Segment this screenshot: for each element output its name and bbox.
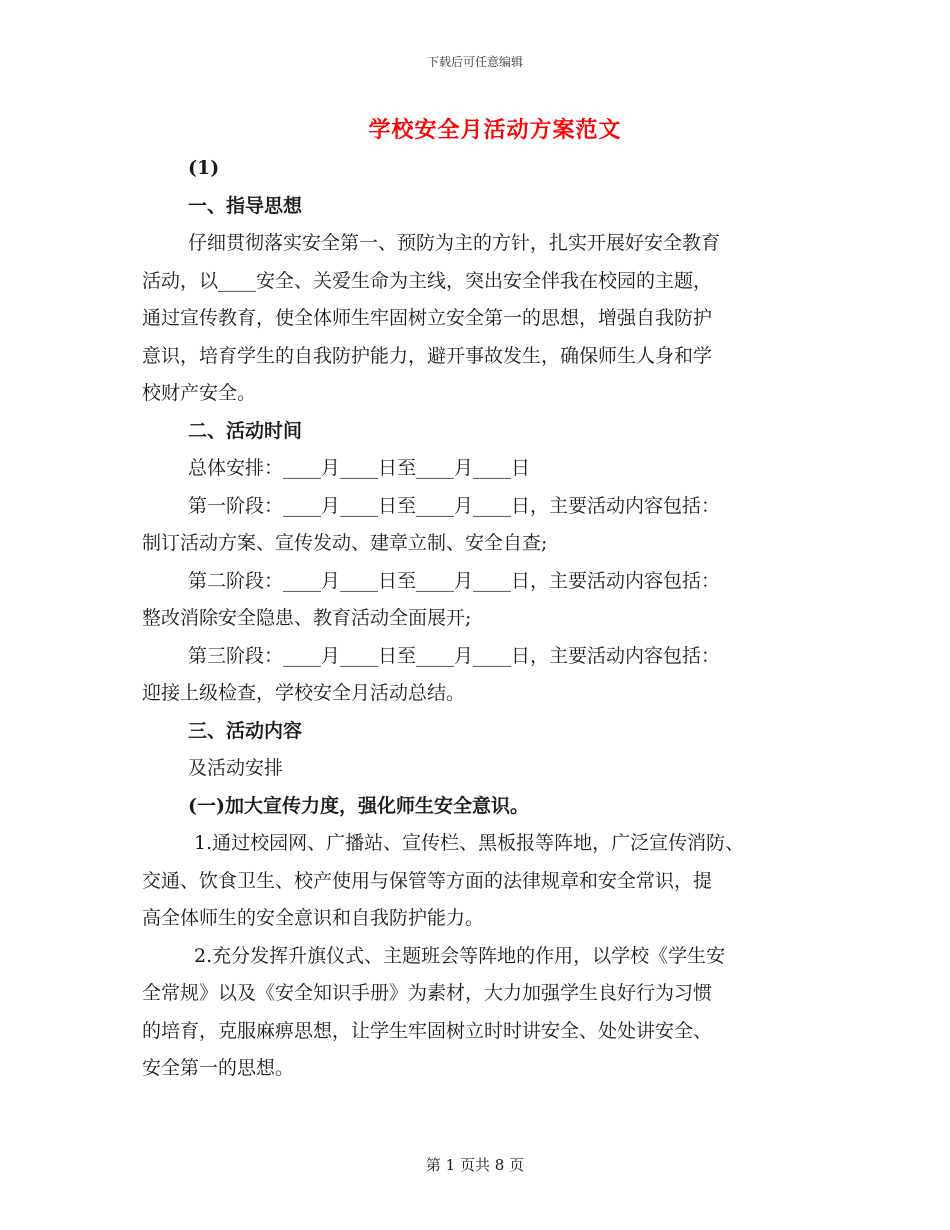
text-line: 总体安排：____月____日至____月____日: [188, 457, 531, 479]
text-line: 仔细贯彻落实安全第一、预防为主的方针，扎实开展好安全教育: [188, 232, 721, 254]
text-line: 一、指导思想: [188, 194, 303, 217]
text-line: 全常规》以及《安全知识手册》为素材，大力加强学生良好行为习惯: [142, 982, 713, 1004]
text-line: (一)加大宣传力度，强化师生安全意识。: [188, 794, 529, 817]
text-line: 三、活动内容: [188, 719, 303, 742]
text-line: 的培育，克服麻痹思想，让学生牢固树立时时讲安全、处处讲安全、: [142, 1019, 713, 1042]
text-line: 整改消除安全隐患、教育活动全面展开;: [142, 607, 472, 629]
text-line: 二、活动时间: [188, 419, 303, 442]
text-line: 安全第一的思想。: [142, 1057, 295, 1079]
document-title: 学校安全月活动方案范文: [368, 117, 622, 143]
text-line: 第三阶段：____月____日至____月____日，主要活动内容包括：: [188, 644, 721, 667]
text-line: 通过宣传教育，使全体师生牢固树立安全第一的思想，增强自我防护: [142, 307, 713, 329]
header-note: 下载后可任意编辑: [426, 55, 523, 69]
text-line: 及活动安排: [188, 757, 284, 779]
page-number: 第 1 页共 8 页: [425, 1156, 525, 1174]
text-line: 意识，培育学生的自我防护能力，避开事故发生，确保师生人身和学: [142, 344, 713, 367]
text-line: 活动，以____安全、关爱生命为主线，突出安全伴我在校园的主题，: [142, 269, 713, 292]
text-line: 高全体师生的安全意识和自我防护能力。: [142, 907, 485, 929]
text-line: 制订活动方案、宣传发动、建章立制、安全自查;: [142, 532, 548, 554]
text-line: 迎接上级检查，学校安全月活动总结。: [142, 682, 466, 704]
document-body: [142, 150, 822, 1088]
text-line: 第二阶段：____月____日至____月____日，主要活动内容包括：: [188, 569, 721, 592]
text-line: 校财产安全。: [142, 382, 257, 404]
text-line: 第一阶段：____月____日至____月____日，主要活动内容包括：: [188, 494, 721, 517]
text-line: 1.通过校园网、广播站、宣传栏、黑板报等阵地，广泛宣传消防、: [194, 832, 745, 854]
text-line: 2.充分发挥升旗仪式、主题班会等阵地的作用，以学校《学生安: [194, 944, 726, 967]
text-line: 交通、饮食卫生、校产使用与保管等方面的法律规章和安全常识，提: [142, 869, 713, 892]
text-line: (1): [188, 157, 220, 179]
